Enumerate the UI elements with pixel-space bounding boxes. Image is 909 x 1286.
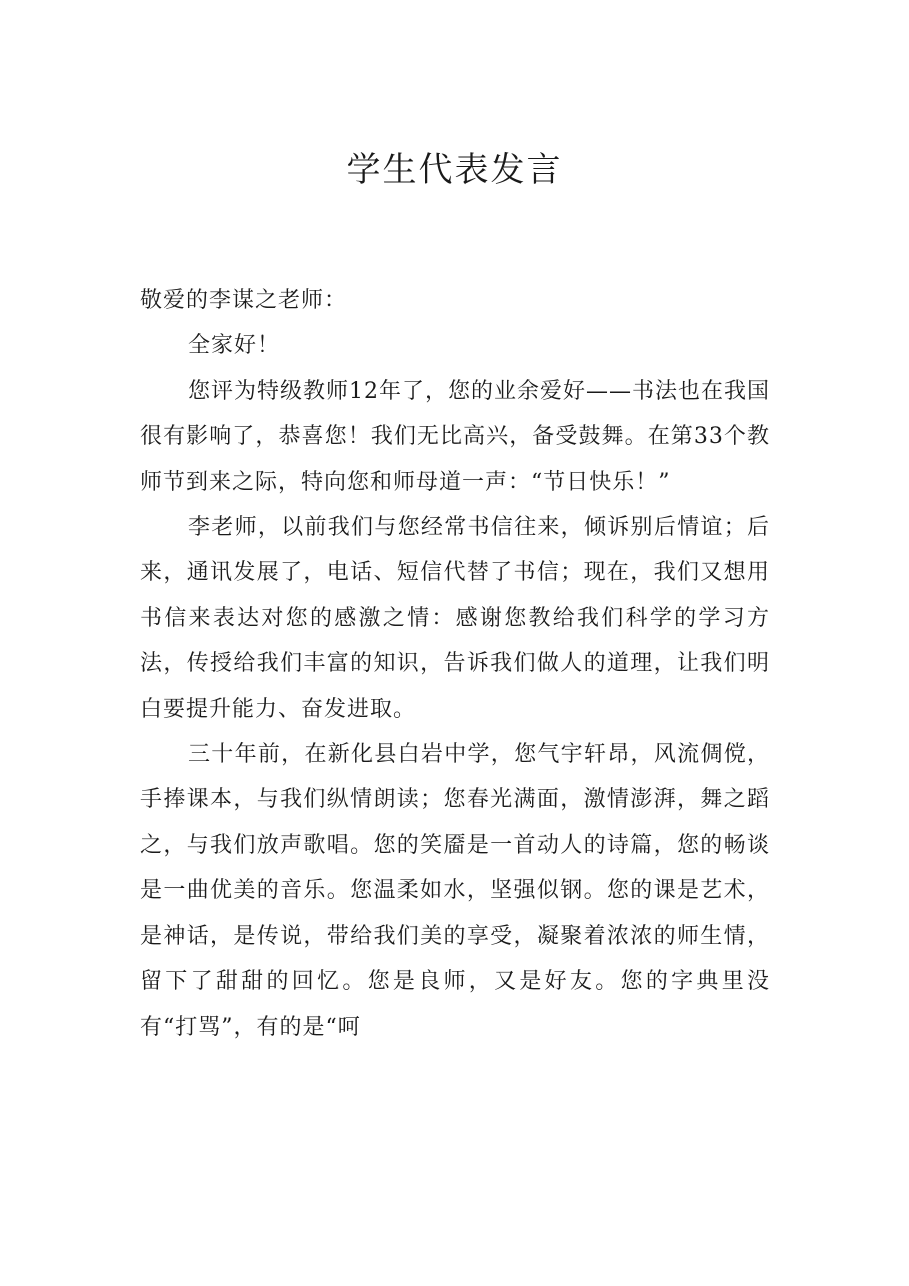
paragraph-1: 您评为特级教师12年了，您的业余爱好——书法也在我国很有影响了，恭喜您！我们无比高兴，备受鼓舞。在第33个教师节到来之际，特向您和师母道一声：“节日快乐！” xyxy=(140,378,770,495)
document-title: 学生代表发言 xyxy=(346,150,563,190)
document-body xyxy=(140,278,770,1050)
salutation: 敬爱的李谋之老师： xyxy=(140,288,348,313)
paragraph-2: 李老师，以前我们与您经常书信往来，倾诉别后情谊；后来，通讯发展了，电话、短信代替了书信；现在，我们又想用书信来表达对您的感激之情：感谢您教给我们科学的学习方法，传授给我们丰富的知识，告诉我们做人的道理，让我们明白要提升能力、奋发进取。 xyxy=(140,515,770,722)
greeting: 全家好！ xyxy=(188,333,281,359)
paragraph-3: 三十年前，在新化县白岩中学，您气宇轩昂，风流倜傥，手捧课本，与我们纵情朗读；您春光满面，激情澎湃，舞之蹈之，与我们放声歌唱。您的笑靥是一首动人的诗篇，您的畅谈是一曲优美的音乐。您温柔如水，坚强似钢。您的课是艺术，是神话，是传说，带给我们美的享受，凝聚着浓浓的师生情，留下了甜甜的回忆。您是良师，又是好友。您的字典里没有“打骂”，有的是“呵 xyxy=(140,742,770,1040)
